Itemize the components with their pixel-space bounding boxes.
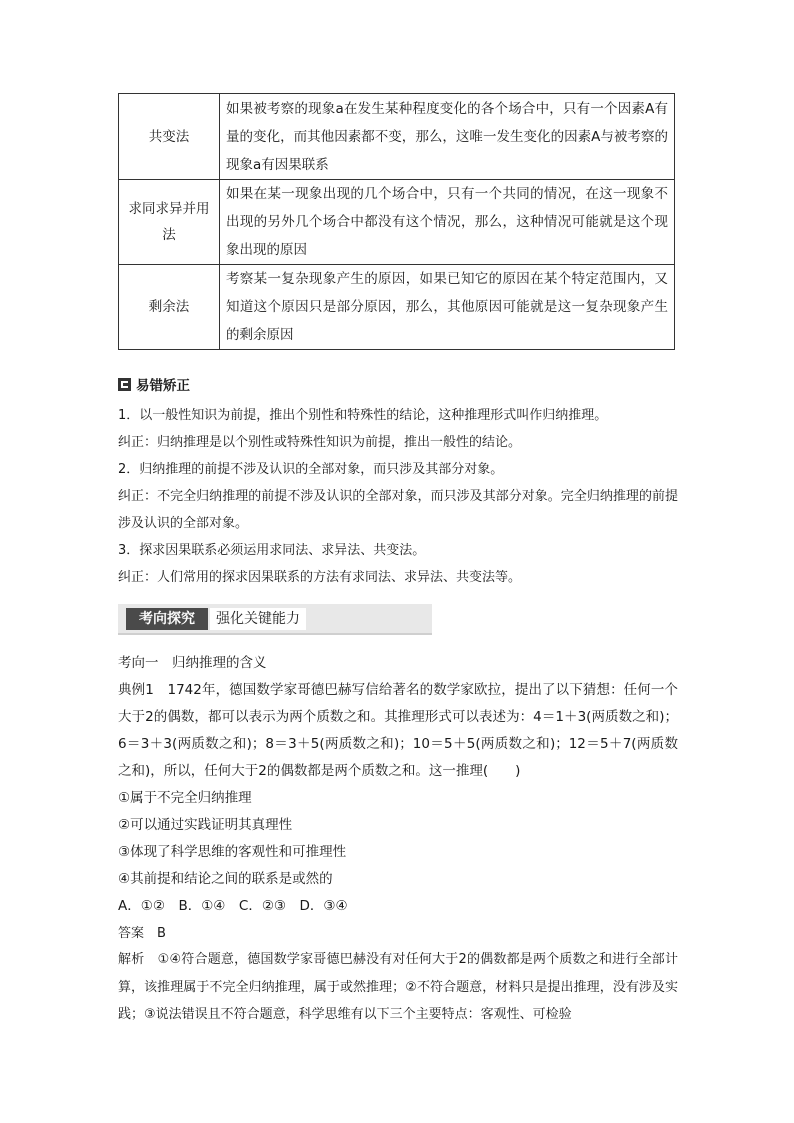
section-marker-icon	[118, 378, 131, 391]
table-row	[119, 180, 675, 265]
correction-item: 纠正：不完全归纳推理的前提不涉及认识的全部对象，而只涉及其部分对象。完全归纳推理的前提涉及认识的全部对象。	[118, 489, 678, 531]
error-item: 1．以一般性知识为前提，推出个别性和特殊性的结论，这种推理形式叫作归纳推理。	[118, 408, 608, 423]
correction-item: 纠正：归纳推理是以个别性或特殊性知识为前提，推出一般性的结论。	[118, 435, 522, 450]
section-banner	[118, 604, 432, 635]
example-question: 典例1 1742年，德国数学家哥德巴赫写信给著名的数学家欧拉，提出了以下猜想：任何一个大于2的偶数，都可以表示为两个质数之和。其推理形式可以表述为：4＝1＋3(两质数之和)；6＝3＋3(两质数之和)；8＝3＋5(两质数之和)；10＝5＋5(两质数之和)；12＝5＋7(两质数之和)，所以，任何大于2的偶数都是两个质数之和。这一推理( )	[118, 682, 678, 779]
error-section-title: 易错矫正	[136, 378, 190, 394]
method-name: 求同求异并用法	[119, 180, 220, 265]
method-name: 共变法	[119, 94, 220, 180]
banner-secondary-label: 强化关键能力	[210, 608, 306, 630]
method-name: 剩余法	[119, 265, 220, 350]
method-description: 考察某一复杂现象产生的原因，如果已知它的原因在某个特定范围内，又知道这个原因只是部分原因，那么，其他原因可能就是这一复杂现象产生的剩余原因	[220, 265, 675, 350]
statement-item: ④其前提和结论之间的联系是或然的	[118, 871, 333, 887]
error-item: 2．归纳推理的前提不涉及认识的全部对象，而只涉及其部分对象。	[118, 462, 504, 477]
error-section-heading	[118, 374, 190, 394]
method-description: 如果在某一现象出现的几个场合中，只有一个共同的情况，在这一现象不出现的另外几个场合中都没有这个情况，那么，这种情况可能就是这个现象出现的原因	[220, 180, 675, 265]
example-block	[118, 650, 678, 947]
table-row	[119, 94, 675, 180]
statement-item: ②可以通过实践证明其真理性	[118, 817, 293, 833]
statement-item: ③体现了科学思维的客观性和可推理性	[118, 844, 347, 860]
analysis-block	[118, 946, 678, 1029]
error-list	[118, 402, 678, 591]
statement-item: ①属于不完全归纳推理	[118, 790, 252, 806]
method-table	[118, 93, 675, 350]
answer-line: 答案 B	[118, 926, 166, 941]
error-item: 3．探求因果联系必须运用求同法、求异法、共变法。	[118, 543, 426, 558]
correction-item: 纠正：人们常用的探求因果联系的方法有求同法、求异法、共变法等。	[118, 570, 522, 585]
answer-options: A．①② B．①④ C．②③ D．③④	[118, 898, 348, 914]
analysis-text: 解析 ①④符合题意，德国数学家哥德巴赫没有对任何大于2的偶数都是两个质数之和进行全部计算，该推理属于不完全归纳推理，属于或然推理；②不符合题意，材料只是提出推理，没有涉及实践；③说法错误且不符合题意，科学思维有以下三个主要特点：客观性、可检验	[118, 952, 678, 1022]
method-description: 如果被考察的现象a在发生某种程度变化的各个场合中，只有一个因素A有量的变化，而其他因素都不变，那么，这唯一发生变化的因素A与被考察的现象a有因果联系	[220, 94, 675, 180]
topic-title: 考向一 归纳推理的含义	[118, 655, 267, 671]
banner-primary-label: 考向探究	[126, 608, 208, 630]
table-row	[119, 265, 675, 350]
